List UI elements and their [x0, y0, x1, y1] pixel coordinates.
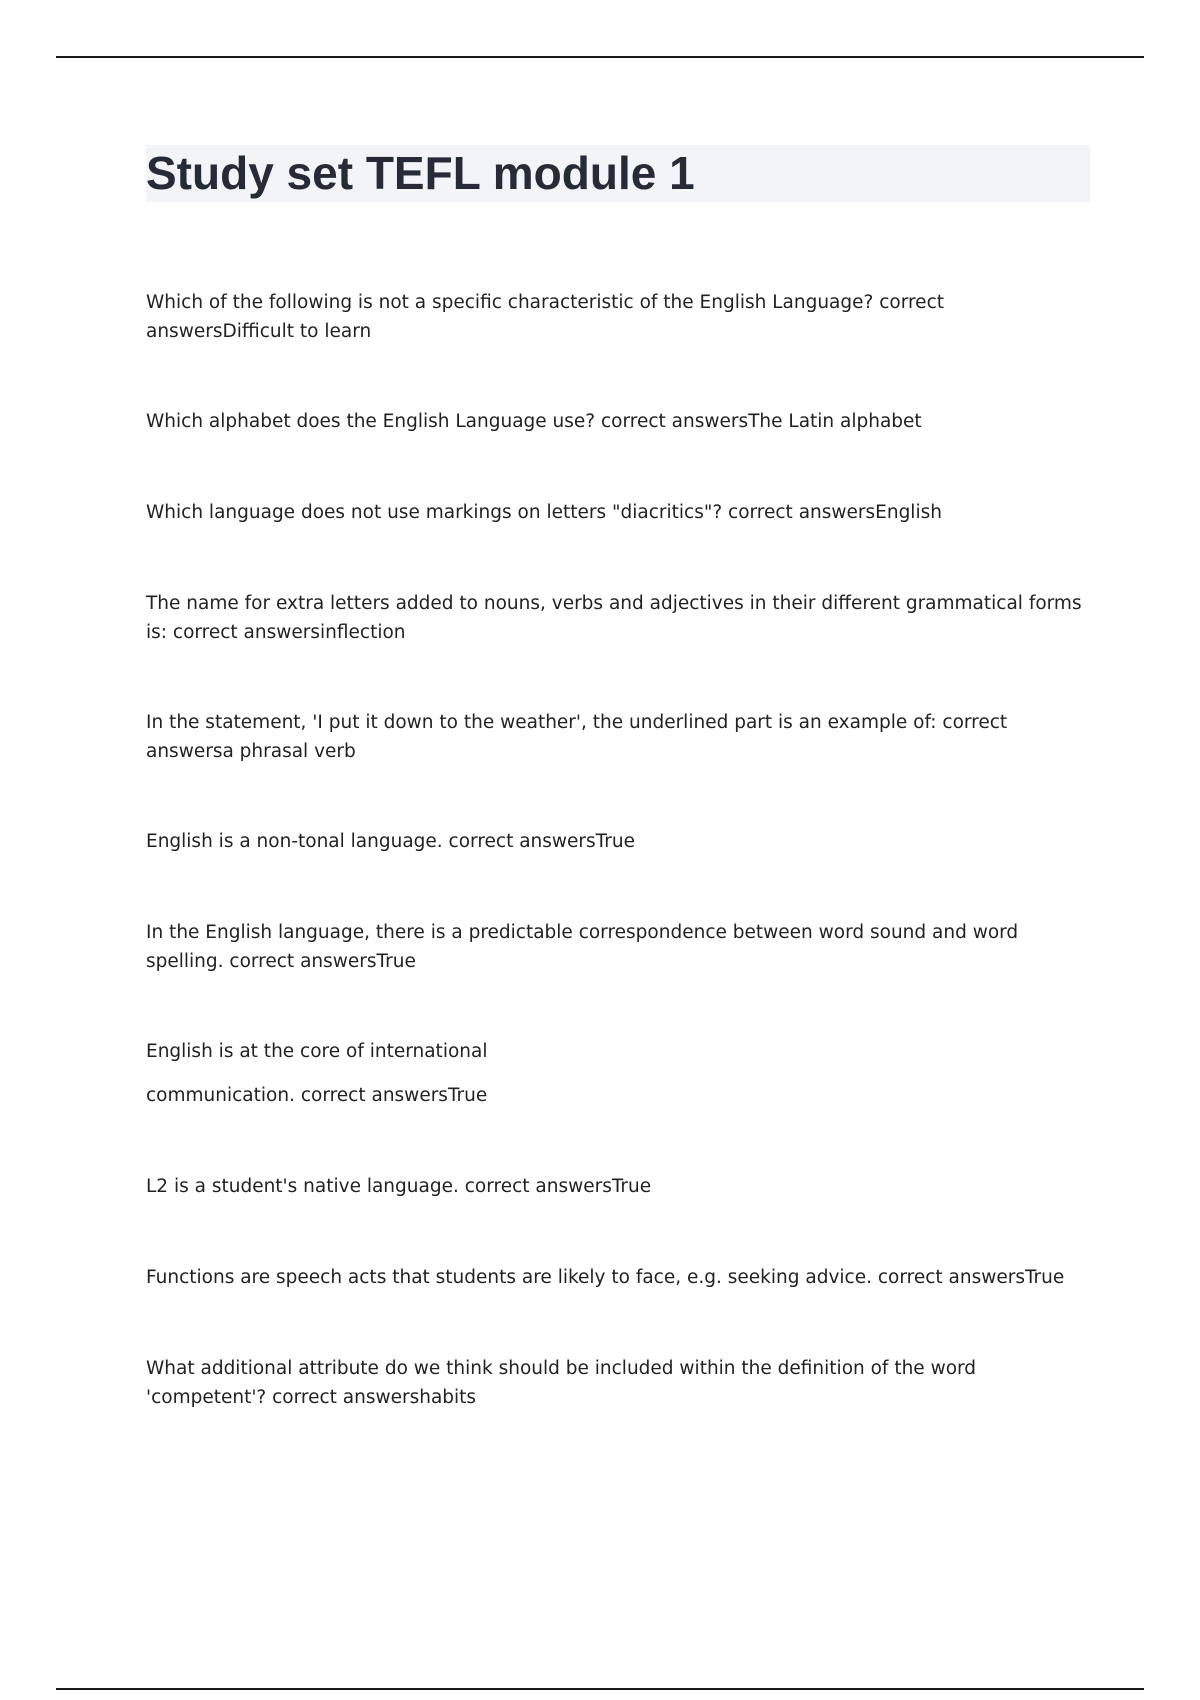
question-item	[146, 1354, 1090, 1412]
question-text: Which alphabet does the English Language use? correct answersThe Latin alphabet	[146, 411, 922, 432]
question-item	[146, 1172, 1090, 1201]
question-text: What additional attribute do we think should be included within the definition of the word 'competent'? correct answershabits	[146, 1358, 977, 1408]
question-list	[146, 288, 1090, 1412]
page-title: Study set TEFL module 1	[146, 147, 695, 199]
question-text: In the English language, there is a predictable correspondence between word sound and word spelling. correct answersTrue	[146, 922, 1019, 972]
top-rule	[56, 56, 1144, 58]
document-body	[146, 145, 1090, 1412]
bottom-rule	[56, 1688, 1144, 1690]
question-text: In the statement, 'I put it down to the weather', the underlined part is an example of: correct answersa phrasal verb	[146, 712, 1008, 762]
question-item	[146, 407, 1090, 436]
question-text-line-2: communication. correct answersTrue	[146, 1085, 488, 1106]
question-item	[146, 708, 1090, 766]
question-item	[146, 498, 1090, 527]
question-text: The name for extra letters added to nouns, verbs and adjectives in their different grammatical forms is: correct answersinflection	[146, 593, 1082, 643]
question-text: Which language does not use markings on letters "diacritics"? correct answersEnglish	[146, 502, 942, 523]
question-item	[146, 1263, 1090, 1292]
question-text-line-1: English is at the core of international	[146, 1041, 488, 1062]
question-item	[146, 827, 1090, 856]
question-text: English is a non-tonal language. correct answersTrue	[146, 831, 635, 852]
question-text: Which of the following is not a specific characteristic of the English Language? correct answersDifficult to learn	[146, 292, 944, 342]
title-banner	[146, 145, 1090, 202]
question-text: L2 is a student's native language. correct answersTrue	[146, 1176, 652, 1197]
question-item	[146, 288, 1090, 346]
question-item	[146, 589, 1090, 647]
question-item	[146, 918, 1090, 976]
question-item	[146, 1037, 1090, 1110]
question-text: Functions are speech acts that students are likely to face, e.g. seeking advice. correct answersTrue	[146, 1267, 1065, 1288]
